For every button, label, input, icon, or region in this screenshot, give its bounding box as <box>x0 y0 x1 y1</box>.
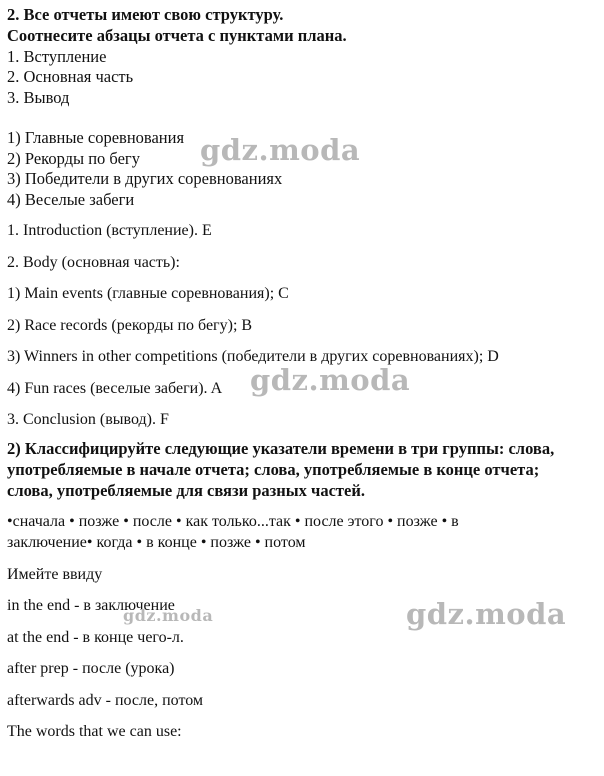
time-words-line: заключение• когда • в конце • позже • потом <box>7 534 306 551</box>
time-words-line: •сначала • позже • после • как только...так • после этого • позже • в <box>7 513 459 530</box>
answer-item: 3) Winners in other competitions (победители в других соревнованиях); D <box>7 348 499 365</box>
plan-item: 3. Вывод <box>7 88 70 107</box>
watermark-logo: gdz.moda <box>250 363 411 397</box>
watermark-logo: gdz.moda <box>123 606 214 625</box>
note-item: afterwards adv - после, потом <box>7 692 204 709</box>
task2-line: 2) Классифицируйте следующие указатели времени в три группы: слова, <box>7 439 555 458</box>
point-item: 1) Главные соревнования <box>7 128 185 147</box>
answer-body: 2. Body (основная часть): <box>7 254 180 271</box>
answer-conclusion: 3. Conclusion (вывод). F <box>7 411 169 428</box>
answer-item: 1) Main events (главные соревнования); C <box>7 285 289 302</box>
heading-title: 2. Все отчеты имеют свою структуру. <box>7 5 284 24</box>
note-item: in the end - в заключение <box>7 597 175 614</box>
watermark-logo: gdz.moda <box>200 133 361 167</box>
watermark-logo: gdz.moda <box>406 597 567 631</box>
plan-item: 1. Вступление <box>7 47 107 66</box>
answer-item: 4) Fun races (веселые забеги). A <box>7 380 223 397</box>
note-item: at the end - в конце чего-л. <box>7 629 184 646</box>
note-item: after prep - после (урока) <box>7 660 175 677</box>
task2-line: слова, употребляемые для связи разных частей. <box>7 481 365 500</box>
answer-intro: 1. Introduction (вступление). E <box>7 222 212 239</box>
notes-title: Имейте ввиду <box>7 566 103 583</box>
notes-footer: The words that we can use: <box>7 723 182 740</box>
plan-item: 2. Основная часть <box>7 67 134 86</box>
answer-item: 2) Race records (рекорды по бегу); B <box>7 317 253 334</box>
point-item: 2) Рекорды по бегу <box>7 149 140 168</box>
point-item: 3) Победители в других соревнованиях <box>7 169 283 188</box>
task2-line: употребляемые в начале отчета; слова, употребляемые в конце отчета; <box>7 460 540 479</box>
heading-task: Соотнесите абзацы отчета с пунктами плана. <box>7 26 347 45</box>
point-item: 4) Веселые забеги <box>7 190 135 209</box>
